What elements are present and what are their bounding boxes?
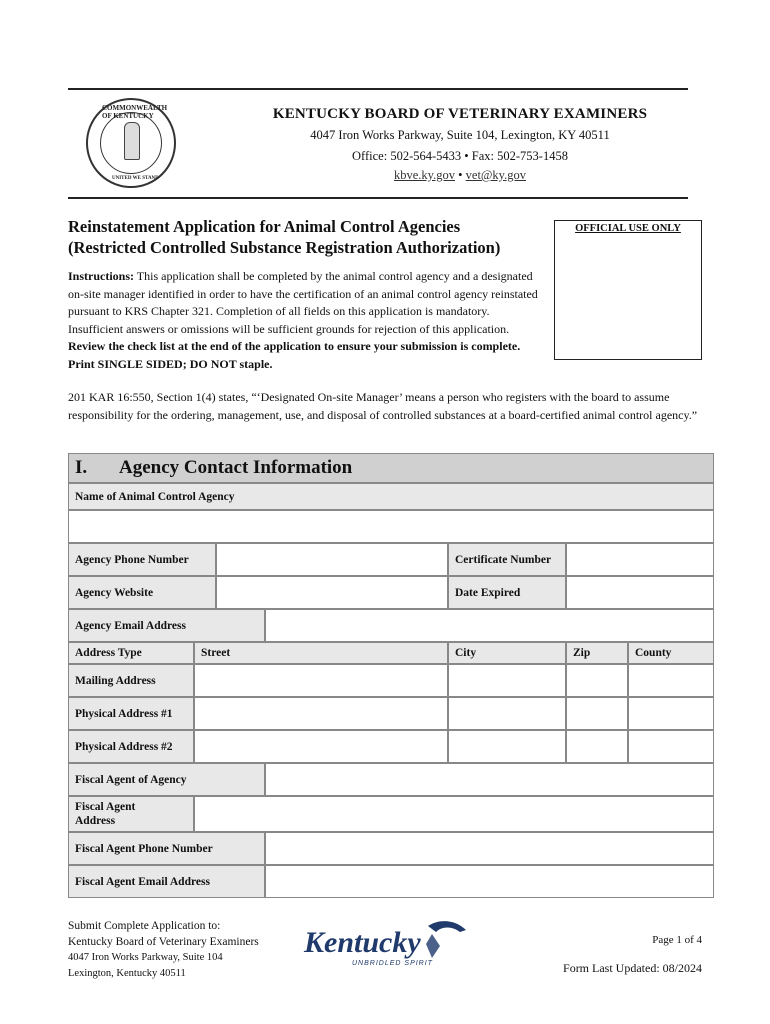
email-input[interactable] [265,609,714,642]
official-use-box: OFFICIAL USE ONLY [554,220,702,360]
agency-name-label: Name of Animal Control Agency [68,483,714,510]
page-number: Page 1 of 4 [652,934,702,946]
physical-address-2-label: Physical Address #2 [68,730,194,763]
physical-address-1-label: Physical Address #1 [68,697,194,730]
mailing-street-input[interactable] [194,664,448,697]
fiscal-address-input[interactable] [194,796,714,832]
kentucky-logo-icon [300,918,470,970]
state-seal-icon [86,98,176,188]
fiscal-address-label: Fiscal Agent Address [68,796,194,832]
seal-bottom-text: UNITED WE STAND [112,176,159,181]
board-title: KENTUCKY BOARD OF VETERINARY EXAMINERS [272,106,648,122]
board-links: kbve.ky.gov • vet@ky.gov [394,168,526,182]
logo-tagline: UNBRIDLED SPIRIT [352,960,433,967]
form-updated: Form Last Updated: 08/2024 [563,961,702,975]
mailing-city-input[interactable] [448,664,566,697]
website-link[interactable]: kbve.ky.gov [394,168,455,182]
mailing-zip-input[interactable] [566,664,628,697]
fiscal-agent-input[interactable] [265,763,714,796]
email-label: Agency Email Address [68,609,265,642]
physical2-street-input[interactable] [194,730,448,763]
bottom-rule [68,197,688,199]
city-header: City [448,642,566,664]
physical1-zip-input[interactable] [566,697,628,730]
physical2-city-input[interactable] [448,730,566,763]
email-link[interactable]: vet@ky.gov [465,168,526,182]
certificate-label: Certificate Number [448,543,566,576]
fiscal-phone-input[interactable] [265,832,714,865]
fiscal-phone-label: Fiscal Agent Phone Number [68,832,265,865]
date-expired-label: Date Expired [448,576,566,609]
top-rule [68,88,688,90]
certificate-input[interactable] [566,543,714,576]
submission-address: Submit Complete Application to: Kentucky Board of Veterinary Examiners 4047 Iron Works Parkway, Suite 104 Lexington, Kentucky 40511 [68,920,259,979]
date-expired-input[interactable] [566,576,714,609]
board-address: 4047 Iron Works Parkway, Suite 104, Lexington, KY 40511 [310,128,610,142]
section-header: I. Agency Contact Information [68,453,714,483]
document-title: Reinstatement Application for Animal Control Agencies (Restricted Controlled Substance Registration Authorization) [68,217,501,257]
phone-input[interactable] [216,543,448,576]
phone-label: Agency Phone Number [68,543,216,576]
physical1-city-input[interactable] [448,697,566,730]
mailing-county-input[interactable] [628,664,714,697]
county-header: County [628,642,714,664]
fiscal-email-input[interactable] [265,865,714,898]
board-phones: Office: 502-564-5433 • Fax: 502-753-1458 [352,149,568,163]
physical2-county-input[interactable] [628,730,714,763]
instructions: Instructions: This application shall be completed by the animal control agency and a designated on-site manager identified in order to have the certification of an animal control agency reinstated pursuant to KRS Chapter 321. Completion of all fields on this application is mandatory. Insufficient answers or omissions will be sufficient grounds for rejection of this application. Review the check list at the end of the application to ensure your submission is complete. Print SINGLE SIDED; DO NOT staple. [68,269,538,371]
address-type-header: Address Type [68,642,194,664]
website-input[interactable] [216,576,448,609]
physical1-county-input[interactable] [628,697,714,730]
regulation-text: 201 KAR 16:550, Section 1(4) states, “‘Designated On-site Manager’ means a person who registers with the board to assume responsibility for the ordering, management, use, and disposal of controlled substances at a board-certified animal control agency.” [68,390,698,422]
fiscal-email-label: Fiscal Agent Email Address [68,865,265,898]
agency-name-input[interactable] [68,510,714,543]
mailing-address-label: Mailing Address [68,664,194,697]
zip-header: Zip [566,642,628,664]
fiscal-agent-label: Fiscal Agent of Agency [68,763,265,796]
website-label: Agency Website [68,576,216,609]
physical2-zip-input[interactable] [566,730,628,763]
logo-wordmark: Kentucky [304,926,421,959]
physical1-street-input[interactable] [194,697,448,730]
street-header: Street [194,642,448,664]
seal-top-text: COMMONWEALTH OF KENTUCKY [102,104,168,120]
